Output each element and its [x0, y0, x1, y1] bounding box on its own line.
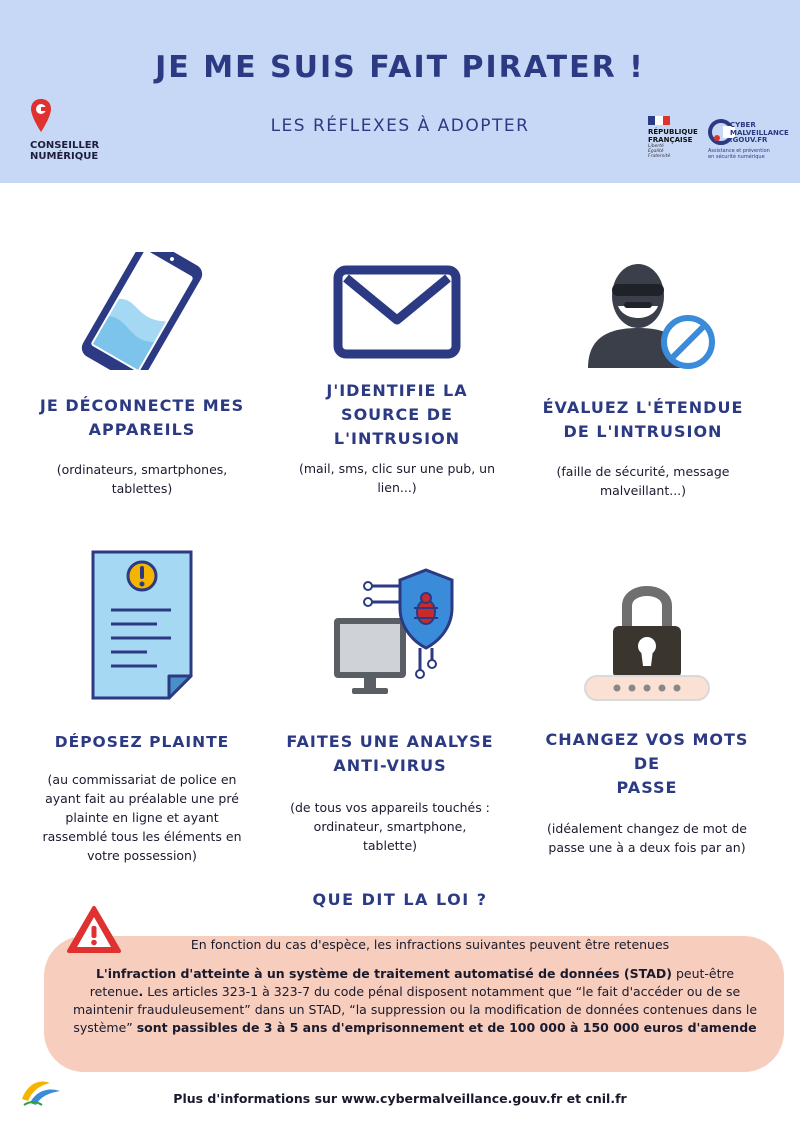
law-body: L'infraction d'atteinte à un système de traitement automatisé de données (STAD) peut-être retenue. Les articles 323-1 à 323-7 du code pénal disposent notamment que “le fait d'accéder ou de se maintenir frauduleusement” dans un STAD, “la suppression ou la modification de données contenues dans le système” sont passibles de 3 à 5 ans d'emprisonnement et de 100 000 à 150 000 euros d'amende	[72, 966, 758, 1035]
conseiller-numerique-logo: CONSEILLER NUMÉRIQUE	[30, 98, 120, 162]
complaint-document-icon	[87, 550, 197, 700]
republique-francaise-logo: RÉPUBLIQUE FRANÇAISE Liberté Égalité Fraternité	[648, 116, 708, 159]
french-flag-icon	[648, 116, 670, 125]
page-title: JE ME SUIS FAIT PIRATER !	[155, 50, 645, 85]
antivirus-shield-icon	[320, 568, 460, 698]
smartphone-icon	[62, 252, 222, 370]
page-subtitle: LES RÉFLEXES À ADOPTER	[270, 116, 530, 136]
card-antivirus-scan: FAITES UNE ANALYSE ANTI-VIRUS (de tous vos appareils touchés : ordinateur, smartphone, tablette)	[275, 568, 505, 855]
footer-info: Plus d'informations sur www.cybermalveillance.gouv.fr et cnil.fr	[173, 1091, 627, 1106]
envelope-icon	[332, 262, 462, 362]
card-disconnect-devices: JE DÉCONNECTE MES APPAREILS (ordinateurs, smartphones, tablettes)	[27, 252, 257, 498]
padlock-password-icon	[577, 580, 717, 702]
law-section-title: QUE DIT LA LOI ?	[312, 890, 488, 909]
hacker-icon	[568, 258, 718, 372]
card-change-passwords: CHANGEZ VOS MOTS DE PASSE (idéalement changez de mot de passe une à a deux fois par an)	[532, 580, 762, 857]
location-pin-icon	[30, 98, 52, 134]
card-identify-source: J'IDENTIFIE LA SOURCE DE L'INTRUSION (mail, sms, clic sur une pub, un lien...)	[282, 262, 512, 497]
card-evaluate-intrusion: ÉVALUEZ L'ÉTENDUE DE L'INTRUSION (faille de sécurité, message malveillant...)	[528, 258, 758, 500]
card-file-complaint: DÉPOSEZ PLAINTE (au commissariat de police en ayant fait au préalable une pré plainte en ligne et ayant rassemblé tous les éléments en votre possession)	[27, 550, 257, 865]
law-intro: En fonction du cas d'espèce, les infractions suivantes peuvent être retenues	[190, 937, 670, 952]
